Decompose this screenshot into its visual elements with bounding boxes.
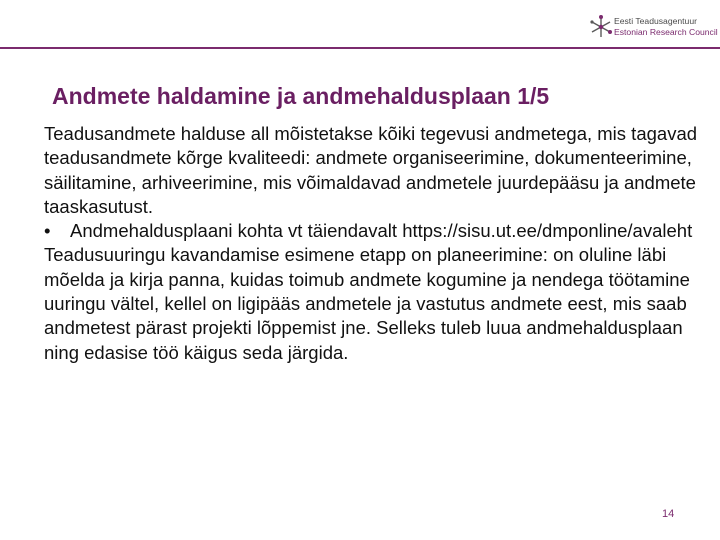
header-divider <box>0 47 720 49</box>
logo-text <box>614 16 718 38</box>
logo-line-2: Estonian Research Council <box>614 27 718 37</box>
slide-title: Andmete haldamine ja andmehaldusplaan 1/5 <box>52 83 550 109</box>
logo-line-1: Eesti Teadusagentuur <box>614 16 697 26</box>
bullet-item <box>44 219 704 243</box>
bullet-text: Andmehaldusplaani kohta vt täiendavalt https://sisu.ut.ee/dmponline/avaleht <box>70 220 693 242</box>
logo-star-icon <box>588 14 614 40</box>
slide-body <box>44 122 704 365</box>
page-number: 14 <box>662 508 675 520</box>
estonian-research-council-logo <box>588 14 718 40</box>
body-paragraph-2: Teadusuuringu kavandamise esimene etapp on planeerimine: on oluline läbi mõelda ja kirja panna, kuidas toimub andmete kogumine ja nendega töötamine uuringu vältel, kellel on ligipääs andmetele ja vastutus andmete eest, mis saab andmetest pärast projekti lõppemist jne. Selleks tuleb luua andmehaldusplaan ning edasise töö käigus seda järgida. <box>44 244 690 363</box>
body-paragraph-1: Teadusandmete halduse all mõistetakse kõiki tegevusi andmetega, mis tagavad teadusandmete kõrge kvaliteedi: andmete organiseerimine, dokumenteerimine, säilitamine, arhiveerimine, mis võimaldavad andmetele juurdepääsu ja andmete taaskasutust. <box>44 123 698 217</box>
bullet-marker: • <box>44 220 51 242</box>
